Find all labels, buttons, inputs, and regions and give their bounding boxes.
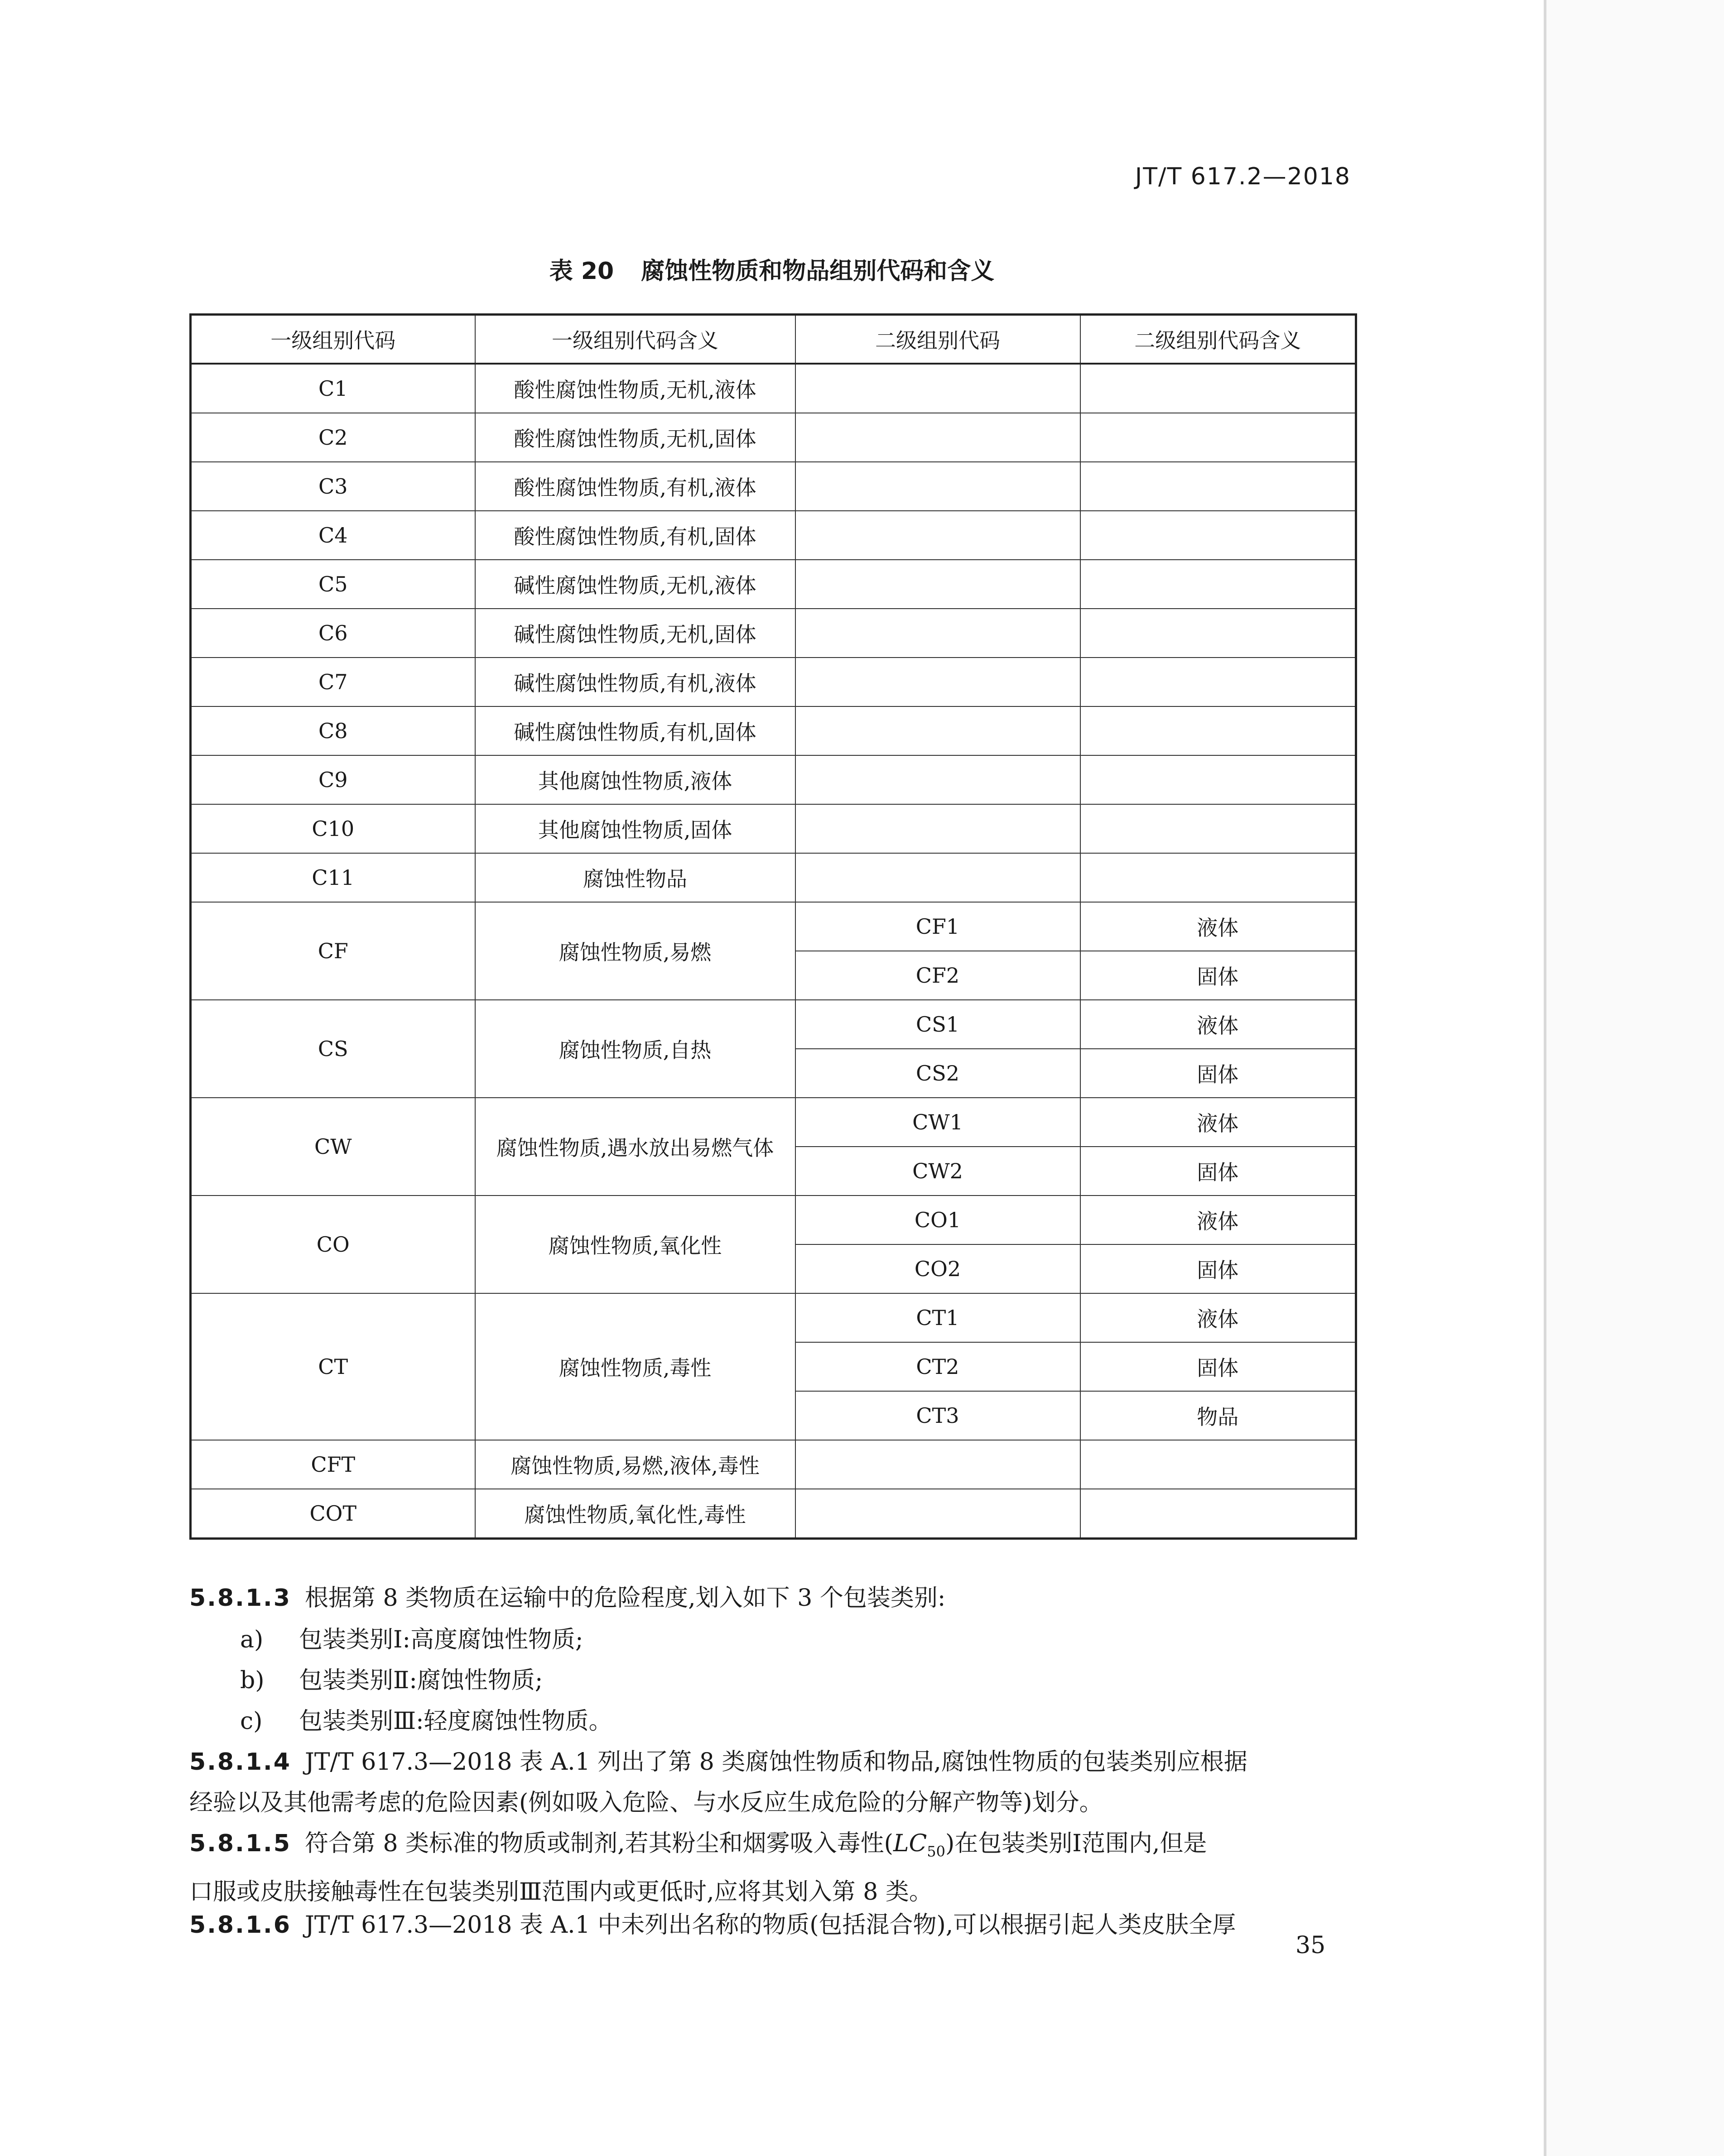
primary-code: CO — [191, 1196, 475, 1293]
list-marker: b) — [240, 1667, 265, 1694]
page-number: 35 — [1295, 1932, 1326, 1959]
table-number: 表 20 — [549, 258, 614, 285]
table-row — [191, 609, 1356, 658]
group-code-table — [189, 313, 1357, 1540]
clause-number: 5.8.1.5 — [189, 1830, 291, 1857]
empty-cell — [795, 511, 1080, 560]
primary-code: C11 — [191, 853, 475, 902]
table-row — [191, 462, 1356, 511]
list-marker: c) — [240, 1708, 263, 1735]
clause-5-8-1-6 — [189, 1905, 1358, 1945]
table-row — [191, 560, 1356, 609]
clause-text-line1b: )在包装类别Ⅰ范围内,但是 — [945, 1830, 1207, 1857]
primary-code: CF — [191, 902, 475, 1000]
primary-meaning: 碱性腐蚀性物质,有机,固体 — [475, 706, 795, 755]
empty-cell — [795, 609, 1080, 658]
primary-code: C1 — [191, 364, 475, 413]
table-title — [0, 252, 1544, 286]
lc-symbol: LC — [893, 1830, 927, 1857]
list-item — [240, 1701, 612, 1742]
secondary-code: CW1 — [795, 1098, 1080, 1147]
empty-cell — [1080, 1489, 1356, 1539]
clause-5-8-1-3 — [189, 1578, 1358, 1618]
secondary-code: CT2 — [795, 1342, 1080, 1391]
secondary-meaning: 固体 — [1080, 1147, 1356, 1196]
clause-text-line1a: 符合第 8 类标准的物质或制剂,若其粉尘和烟雾吸入毒性( — [305, 1830, 893, 1857]
clause-text: JT/T 617.3—2018 表 A.1 中未列出名称的物质(包括混合物),可以根据引起人类皮肤全厚 — [305, 1911, 1236, 1939]
empty-cell — [1080, 804, 1356, 853]
clause-5-8-1-4 — [189, 1742, 1358, 1823]
primary-code: C9 — [191, 755, 475, 804]
primary-code: COT — [191, 1489, 475, 1539]
empty-cell — [1080, 511, 1356, 560]
table-row — [191, 511, 1356, 560]
table-row — [191, 804, 1356, 853]
secondary-meaning: 液体 — [1080, 1098, 1356, 1147]
empty-cell — [1080, 755, 1356, 804]
secondary-code: CO2 — [795, 1244, 1080, 1293]
primary-meaning: 腐蚀性物质,氧化性,毒性 — [475, 1489, 795, 1539]
primary-meaning: 腐蚀性物质,易燃,液体,毒性 — [475, 1440, 795, 1489]
list-marker: a) — [240, 1626, 264, 1653]
primary-meaning: 酸性腐蚀性物质,无机,液体 — [475, 364, 795, 413]
primary-meaning: 腐蚀性物质,易燃 — [475, 902, 795, 1000]
secondary-code: CT3 — [795, 1391, 1080, 1440]
secondary-meaning: 物品 — [1080, 1391, 1356, 1440]
table-header-row — [191, 315, 1356, 364]
table-row — [191, 902, 1356, 951]
primary-code: C2 — [191, 413, 475, 462]
empty-cell — [1080, 1440, 1356, 1489]
table-row — [191, 1098, 1356, 1147]
secondary-code: CF2 — [795, 951, 1080, 1000]
header-primary-code: 一级组别代码 — [191, 315, 475, 364]
clause-text-line2: 经验以及其他需考虑的危险因素(例如吸入危险、与水反应生成危险的分解产物等)划分。 — [189, 1789, 1103, 1816]
secondary-code: CS2 — [795, 1049, 1080, 1098]
clause-number: 5.8.1.3 — [189, 1585, 291, 1612]
primary-meaning: 其他腐蚀性物质,固体 — [475, 804, 795, 853]
secondary-code: CW2 — [795, 1147, 1080, 1196]
table-row — [191, 364, 1356, 413]
list-text: 包装类别Ⅲ:轻度腐蚀性物质。 — [299, 1708, 612, 1735]
empty-cell — [795, 706, 1080, 755]
primary-meaning: 腐蚀性物品 — [475, 853, 795, 902]
primary-meaning: 腐蚀性物质,毒性 — [475, 1293, 795, 1440]
secondary-meaning: 液体 — [1080, 1000, 1356, 1049]
primary-code: C4 — [191, 511, 475, 560]
clause-number: 5.8.1.4 — [189, 1748, 291, 1776]
primary-meaning: 腐蚀性物质,自热 — [475, 1000, 795, 1098]
empty-cell — [795, 755, 1080, 804]
empty-cell — [795, 413, 1080, 462]
primary-code: C6 — [191, 609, 475, 658]
page-margin-shade — [1546, 0, 1724, 2156]
empty-cell — [1080, 364, 1356, 413]
empty-cell — [1080, 560, 1356, 609]
table-row — [191, 1440, 1356, 1489]
secondary-code: CF1 — [795, 902, 1080, 951]
empty-cell — [1080, 609, 1356, 658]
secondary-meaning: 液体 — [1080, 902, 1356, 951]
empty-cell — [795, 462, 1080, 511]
table-row — [191, 853, 1356, 902]
primary-code: CT — [191, 1293, 475, 1440]
primary-code: CW — [191, 1098, 475, 1196]
header-secondary-meaning: 二级组别代码含义 — [1080, 315, 1356, 364]
secondary-meaning: 固体 — [1080, 1049, 1356, 1098]
empty-cell — [1080, 706, 1356, 755]
header-primary-meaning: 一级组别代码含义 — [475, 315, 795, 364]
clause-text-line1: JT/T 617.3—2018 表 A.1 列出了第 8 类腐蚀性物质和物品,腐蚀性物质的包装类别应根据 — [305, 1748, 1247, 1776]
list-text: 包装类别Ⅱ:腐蚀性物质; — [299, 1667, 543, 1694]
secondary-code: CT1 — [795, 1293, 1080, 1342]
empty-cell — [1080, 853, 1356, 902]
primary-meaning: 酸性腐蚀性物质,无机,固体 — [475, 413, 795, 462]
empty-cell — [795, 658, 1080, 706]
primary-meaning: 碱性腐蚀性物质,无机,固体 — [475, 609, 795, 658]
table-row — [191, 1293, 1356, 1342]
empty-cell — [795, 1440, 1080, 1489]
clause-number: 5.8.1.6 — [189, 1911, 291, 1939]
primary-meaning: 酸性腐蚀性物质,有机,固体 — [475, 511, 795, 560]
clause-5-8-1-5 — [189, 1823, 1358, 1912]
table-row — [191, 706, 1356, 755]
empty-cell — [1080, 413, 1356, 462]
secondary-code: CO1 — [795, 1196, 1080, 1244]
empty-cell — [795, 364, 1080, 413]
secondary-meaning: 液体 — [1080, 1293, 1356, 1342]
primary-code: C8 — [191, 706, 475, 755]
primary-meaning: 碱性腐蚀性物质,有机,液体 — [475, 658, 795, 706]
table-row — [191, 755, 1356, 804]
table-row — [191, 658, 1356, 706]
list-text: 包装类别Ⅰ:高度腐蚀性物质; — [299, 1626, 583, 1653]
table-row — [191, 413, 1356, 462]
table-row — [191, 1489, 1356, 1539]
empty-cell — [795, 1489, 1080, 1539]
lc-subscript: 50 — [927, 1843, 946, 1860]
table-row — [191, 1196, 1356, 1244]
empty-cell — [1080, 658, 1356, 706]
primary-meaning: 碱性腐蚀性物质,无机,液体 — [475, 560, 795, 609]
clause-text-line2: 口服或皮肤接触毒性在包装类别Ⅲ范围内或更低时,应将其划入第 8 类。 — [189, 1878, 933, 1906]
empty-cell — [1080, 462, 1356, 511]
standard-code-header: JT/T 617.2—2018 — [1135, 163, 1351, 190]
primary-meaning: 腐蚀性物质,氧化性 — [475, 1196, 795, 1293]
primary-meaning: 酸性腐蚀性物质,有机,液体 — [475, 462, 795, 511]
primary-code: C10 — [191, 804, 475, 853]
primary-meaning: 腐蚀性物质,遇水放出易燃气体 — [475, 1098, 795, 1196]
secondary-meaning: 固体 — [1080, 951, 1356, 1000]
primary-code: C5 — [191, 560, 475, 609]
secondary-code: CS1 — [795, 1000, 1080, 1049]
secondary-meaning: 固体 — [1080, 1342, 1356, 1391]
primary-code: C3 — [191, 462, 475, 511]
empty-cell — [795, 804, 1080, 853]
primary-code: CS — [191, 1000, 475, 1098]
table-title-text: 腐蚀性物质和物品组别代码和含义 — [641, 258, 995, 285]
list-item — [240, 1660, 543, 1701]
empty-cell — [795, 560, 1080, 609]
clause-text: 根据第 8 类物质在运输中的危险程度,划入如下 3 个包装类别: — [305, 1585, 946, 1612]
header-secondary-code: 二级组别代码 — [795, 315, 1080, 364]
list-item — [240, 1619, 583, 1660]
secondary-meaning: 液体 — [1080, 1196, 1356, 1244]
primary-meaning: 其他腐蚀性物质,液体 — [475, 755, 795, 804]
empty-cell — [795, 853, 1080, 902]
page-edge-divider — [1544, 0, 1546, 2156]
primary-code: CFT — [191, 1440, 475, 1489]
primary-code: C7 — [191, 658, 475, 706]
table-row — [191, 1000, 1356, 1049]
secondary-meaning: 固体 — [1080, 1244, 1356, 1293]
